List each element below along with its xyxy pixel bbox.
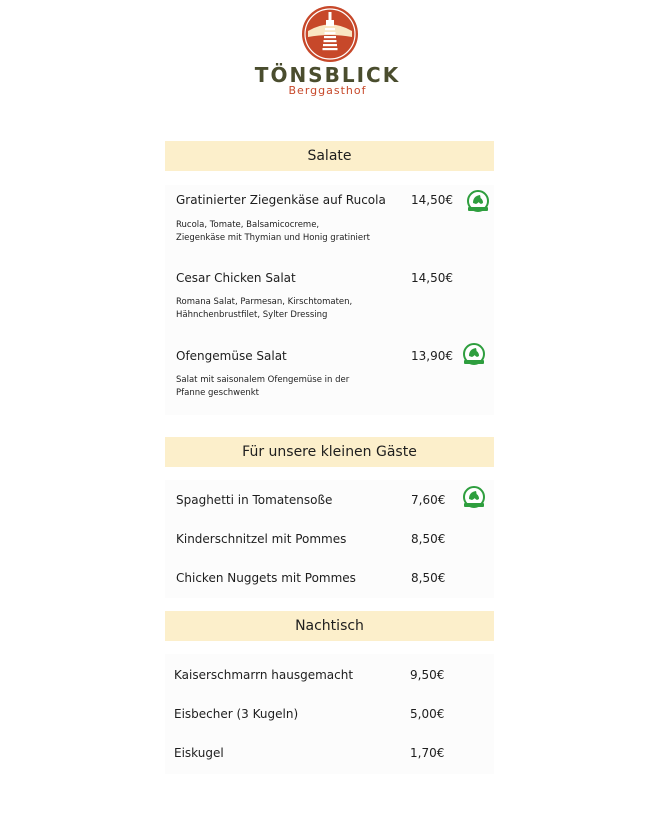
menu-item-price: 14,50€ xyxy=(411,193,453,207)
menu-item-price: 14,50€ xyxy=(411,271,453,285)
section-title-nachtisch: Nachtisch xyxy=(165,611,494,641)
brand-subtitle: Berggasthof xyxy=(288,84,367,97)
brand-name: TÖNSBLICK xyxy=(254,63,401,87)
menu-item-price: 13,90€ xyxy=(411,349,453,363)
menu-item-description: Rucola, Tomate, Balsamicocreme, Ziegenkäse mit Thymian und Honig gratiniert xyxy=(176,220,370,243)
vegetarian-leaf-icon xyxy=(461,485,487,511)
menu-item-price: 5,00€ xyxy=(410,707,445,721)
menu-item-name: Kinderschnitzel mit Pommes xyxy=(176,532,347,546)
menu-item-name: Kaiserschmarrn hausgemacht xyxy=(174,668,354,682)
menu-item-description: Salat mit saisonalem Ofengemüse in der Pfanne geschwenkt xyxy=(176,375,350,398)
menu-item-name: Spaghetti in Tomatensoße xyxy=(176,493,333,507)
menu-item-price: 8,50€ xyxy=(411,532,446,546)
menu-item-name: Eisbecher (3 Kugeln) xyxy=(174,707,299,721)
menu-item-price: 8,50€ xyxy=(411,571,446,585)
menu-item-name: Ofengemüse Salat xyxy=(176,349,287,363)
logo-tower-icon xyxy=(300,4,360,64)
menu-item-description: Romana Salat, Parmesan, Kirschtomaten, Hähnchenbrustfilet, Sylter Dressing xyxy=(176,297,353,320)
vegetarian-leaf-icon xyxy=(465,189,491,215)
vegetarian-leaf-icon xyxy=(461,342,487,368)
section-title-salate: Salate xyxy=(165,141,494,171)
menu-item-price: 7,60€ xyxy=(411,493,446,507)
menu-item-price: 9,50€ xyxy=(410,668,445,682)
menu-item-name: Eiskugel xyxy=(174,746,224,760)
section-title-kids: Für unsere kleinen Gäste xyxy=(165,437,494,467)
menu-item-price: 1,70€ xyxy=(410,746,445,760)
menu-item-name: Cesar Chicken Salat xyxy=(176,271,296,285)
menu-item-name: Gratinierter Ziegenkäse auf Rucola xyxy=(176,193,386,207)
menu-item-name: Chicken Nuggets mit Pommes xyxy=(176,571,356,585)
